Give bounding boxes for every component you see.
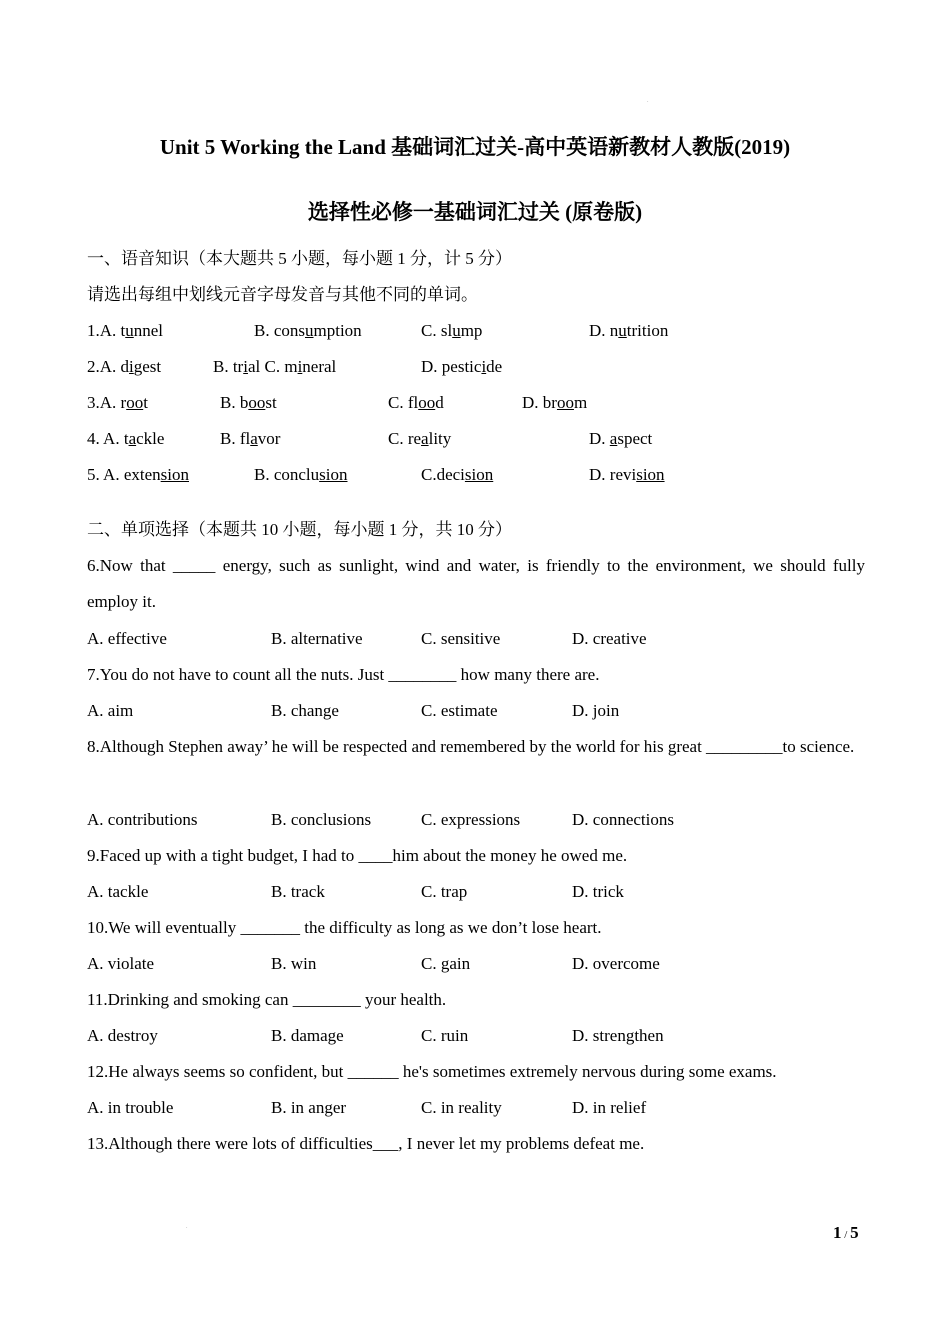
- question-7-stem: 7.You do not have to count all the nuts. Just ________ how many there are.: [87, 665, 600, 684]
- option-c: C. reality: [388, 429, 452, 448]
- option-c: C. flood: [388, 393, 444, 412]
- section1-heading: 一、语音知识（本大题共 5 小题，每小题 1 分，计 5 分）: [87, 249, 512, 268]
- decorative-dot: .: [186, 1224, 188, 1230]
- option-a: 3.A. root: [87, 393, 148, 412]
- option-c: C. ruin: [421, 1026, 469, 1045]
- question-6-options: [0, 628, 950, 650]
- option-d: D. join: [572, 701, 620, 720]
- phonetics-question-2: [0, 356, 950, 378]
- question-10-options: [0, 953, 950, 975]
- question-8-options: [0, 809, 950, 831]
- question-11-options: [0, 1025, 950, 1047]
- phonetics-question-3: [0, 392, 950, 414]
- document-title: Unit 5 Working the Land 基础词汇过关-高中英语新教材人教版(2019): [159, 135, 791, 159]
- option-c: C. in reality: [421, 1098, 502, 1117]
- option-a: A. in trouble: [87, 1098, 174, 1117]
- phonetics-question-5: [0, 464, 950, 486]
- option-a: A. violate: [87, 954, 155, 973]
- question-10-stem: 10.We will eventually _______ the difficulty as long as we don’t lose heart.: [87, 918, 602, 937]
- option-c: C. gain: [421, 954, 471, 973]
- option-d: D. creative: [572, 629, 647, 648]
- option-b: B. track: [271, 882, 325, 901]
- option-a: A. tackle: [87, 882, 149, 901]
- option-a: 4. A. tackle: [87, 429, 165, 448]
- option-b: B. damage: [271, 1026, 344, 1045]
- option-d: D. overcome: [572, 954, 660, 973]
- document-subtitle: 选择性必修一基础词汇过关 (原卷版): [307, 200, 643, 224]
- option-b: B. alternative: [271, 629, 363, 648]
- question-7-options: [0, 700, 950, 722]
- option-a: 2.A. digest: [87, 357, 162, 376]
- option-c: C. sensitive: [421, 629, 501, 648]
- decorative-dot: .: [647, 98, 649, 104]
- option-d: D. strengthen: [572, 1026, 664, 1045]
- question-12-stem: 12.He always seems so confident, but ______ he's sometimes extremely nervous during some exams.: [87, 1062, 777, 1081]
- question-9-options: [0, 881, 950, 903]
- question-8-stem: 8.Although Stephen away’ he will be respected and remembered by the world for his great _________to science.: [87, 737, 855, 756]
- option-a: A. aim: [87, 701, 134, 720]
- option-c: C. estimate: [421, 701, 498, 720]
- option-b: B. conclusion: [254, 465, 348, 484]
- question-6-stem: 6.Now that _____ energy, such as sunlight, wind and water, is friendly to the environment, we should fully employ it.: [87, 556, 865, 611]
- option-c: C. slump: [421, 321, 483, 340]
- option-a: 1.A. tunnel: [87, 321, 164, 340]
- question-9-stem: 9.Faced up with a tight budget, I had to ____him about the money he owed me.: [87, 846, 628, 865]
- option-b: B. consumption: [254, 321, 362, 340]
- question-13-stem: 13.Although there were lots of difficulties___, I never let my problems defeat me.: [87, 1134, 645, 1153]
- option-d: D. broom: [522, 393, 588, 412]
- section1-instruction: 请选出每组中划线元音字母发音与其他不同的单词。: [87, 285, 478, 304]
- option-c: C.decision: [421, 465, 494, 484]
- option-d: D. nutrition: [589, 321, 669, 340]
- option-d: D. pesticide: [421, 357, 503, 376]
- option-d: D. connections: [572, 810, 674, 829]
- option-d: D. aspect: [589, 429, 653, 448]
- option-a: A. effective: [87, 629, 167, 648]
- question-11-stem: 11.Drinking and smoking can ________ your health.: [87, 990, 447, 1009]
- section2-heading: 二、单项选择（本题共 10 小题，每小题 1 分，共 10 分）: [87, 520, 512, 539]
- option-b-c: B. trial C. mineral: [213, 357, 337, 376]
- phonetics-question-4: [0, 428, 950, 450]
- option-b: B. conclusions: [271, 810, 372, 829]
- page-number: 1 / 5: [833, 1223, 859, 1242]
- option-a: 5. A. extension: [87, 465, 189, 484]
- phonetics-question-1: [0, 320, 950, 342]
- option-b: B. change: [271, 701, 339, 720]
- question-12-options: [0, 1097, 950, 1119]
- option-a: A. destroy: [87, 1026, 158, 1045]
- option-c: C. expressions: [421, 810, 521, 829]
- option-d: D. revision: [589, 465, 665, 484]
- option-b: B. flavor: [220, 429, 281, 448]
- option-d: D. in relief: [572, 1098, 647, 1117]
- option-b: B. in anger: [271, 1098, 347, 1117]
- option-c: C. trap: [421, 882, 468, 901]
- option-b: B. win: [271, 954, 317, 973]
- option-d: D. trick: [572, 882, 624, 901]
- option-b: B. boost: [220, 393, 277, 412]
- option-a: A. contributions: [87, 810, 198, 829]
